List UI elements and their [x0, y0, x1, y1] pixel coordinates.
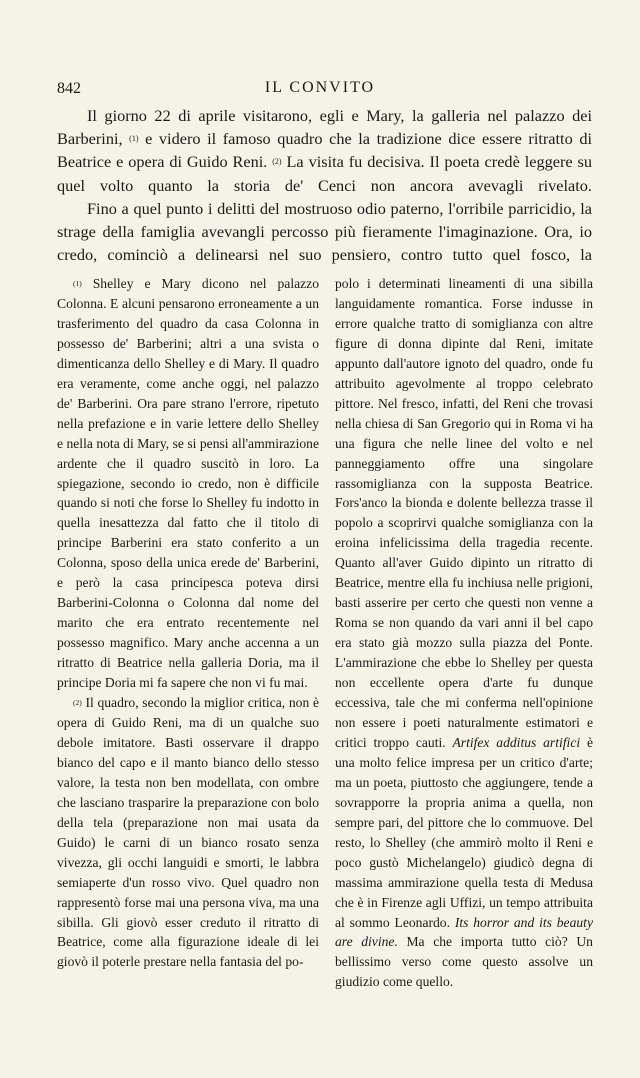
main-paragraph-1 — [57, 104, 592, 197]
footnotes-left-column — [57, 274, 319, 972]
continuation-italic-1: Artifex additus artifici — [452, 734, 581, 750]
footnote-2-text: Il quadro, secondo la miglior critica, non è opera di Guido Reni, ma di un qualche suo debole imitatore. Basti osservare il drappo bianco del capo e il manto bianco dello stesso valore, la testa non ben modellata, con ombre che lasciano trasparire la preparazione con bolo della tela (preparazione non mai usata da Guido) le carni di un bianco rosato senza vivezza, gli occhi languidi e smorti, le labbra semiaperte d'un rosso vivo. Quel quadro non rappresentò forse mai una persona viva, ma una sibilla. Gli giovò esser creduto il ritratto di Beatrice, come alla figurazione ideale di lei giovò il poterle prestare nella fantasia del po- — [57, 695, 319, 970]
footnote-1-mark: (1) — [73, 279, 82, 288]
main-paragraph-1-part-2: e videro il famoso quadro che la tradizione dice essere ritratto di Beatrice e opera di Guido Reni. — [57, 129, 592, 172]
page-number: 842 — [57, 80, 81, 97]
main-paragraph-1-part-1: Il giorno 22 di aprile visitarono, egli e Mary, la galleria nel palazzo dei Barberini, — [57, 106, 592, 149]
continuation-part-3: Ma che importa tutto ciò? Un bellissimo verso come questo assolve un giudizio come quello. — [335, 934, 593, 990]
main-paragraph-2: Fino a quel punto i delitti del mostruoso odio paterno, l'orribile parricidio, la strage della famiglia avevangli percosso più fieramente l'imaginazione. Ora, io credo, cominciò a delinearsi nel suo pensiero, contro tutto quel fosco, la — [57, 198, 592, 265]
footnotes-right-column — [335, 274, 593, 992]
footnote-1-text: Shelley e Mary dicono nel palazzo Colonna. E alcuni pensarono erroneamente a un trasferimento del quadro da casa Colonna in possesso de' Barberini; altri a una svista o dimenticanza dello Shelley e di Mary. Il quadro era veramente, come anche oggi, nel palazzo de' Barberini. Ora pare strano l'errore, ripetuto nella prefazione e in varie lettere dello Shelley e nella nota di Mary, se si pensi all'ammirazione ardente che il quadro suscitò in loro. La spiegazione, secondo io credo, non è difficile quando si noti che forse lo Shelley fu indotto in quella inesattezza dal fatto che il titolo di principe Barberini era stato conferito a un Colonna, sposo della unica erede de' Barberini, e però la casa principesca poteva dirsi Barberini-Colonna o Colonna dal nome del marito che era entrato recentemente nel possesso magnifico. Mary anche accenna a un ritratto di Beatrice nella galleria Doria, ma il principe Doria mi fa sapere che non vi fu mai. — [57, 276, 319, 691]
main-text — [57, 104, 592, 266]
footnote-reference-2: (2) — [272, 157, 282, 167]
continuation-italic-2: Its horror and its beauty are divine. — [335, 914, 593, 950]
footnote-1 — [57, 274, 319, 693]
running-title: IL CONVITO — [264, 79, 376, 96]
footnote-2 — [57, 693, 319, 972]
main-paragraph-1-part-3: La visita fu decisiva. Il poeta credè leggere su quel volto quanto la storia de' Cenci non ancora avevagli rivelato. — [57, 152, 592, 195]
footnote-2-mark: (2) — [73, 698, 82, 708]
footnote-reference-1: (1) — [129, 134, 139, 144]
continuation-part-1: polo i determinati lineamenti di una sibilla languidamente romantica. Forse indusse in errore qualche tratto di somiglianza con altre figure di donna dipinte dal Reni, imitate appunto dall'autore ignoto del quadro, onde fu attribuito agevolmente al troppo celebrato pittore. Nel fresco, infatti, del Reni che trovasi nella chiesa di San Gregorio qui in Roma vi ha una figura che nelle linee del volto e nel panneggiamento offre una singolare rassomiglianza con la supposta Beatrice. Fors'anco la bionda e dolente bellezza trasse il popolo a scoprirvi qualche somiglianza con la eroina infelicissima della tragedia recente. Quanto all'aver Guido dipinto un ritratto di Beatrice, mentre ella fu inchiusa nelle prigioni, basti asserire per certo che questi non venne a Roma se non quando da vari anni il bel capo era stato già mozzo sulla piazza del Ponte. L'ammirazione che ebbe lo Shelley per questa non eccellente opera d'arte fu dunque eccessiva, tale che mi conferma nell'opinione non essere i poeti naturalmente estimatori e critici troppo cauti. — [335, 276, 593, 750]
continuation-part-2: è una molto felice impresa per un critico d'arte; ma un poeta, piuttosto che aggiungere, tende a sovrapporre la propria anima a quella, non sempre pari, del pittore che lo commuove. Del resto, lo Shelley (che ammirò molto il Reni e poco gustò Michelangelo) giudicò degna di massima ammirazione quella testa di Medusa che è in Firenze agli Uffizi, un tempo attribuita al sommo Leonardo. — [335, 734, 593, 930]
footnote-2-continuation — [335, 274, 593, 992]
